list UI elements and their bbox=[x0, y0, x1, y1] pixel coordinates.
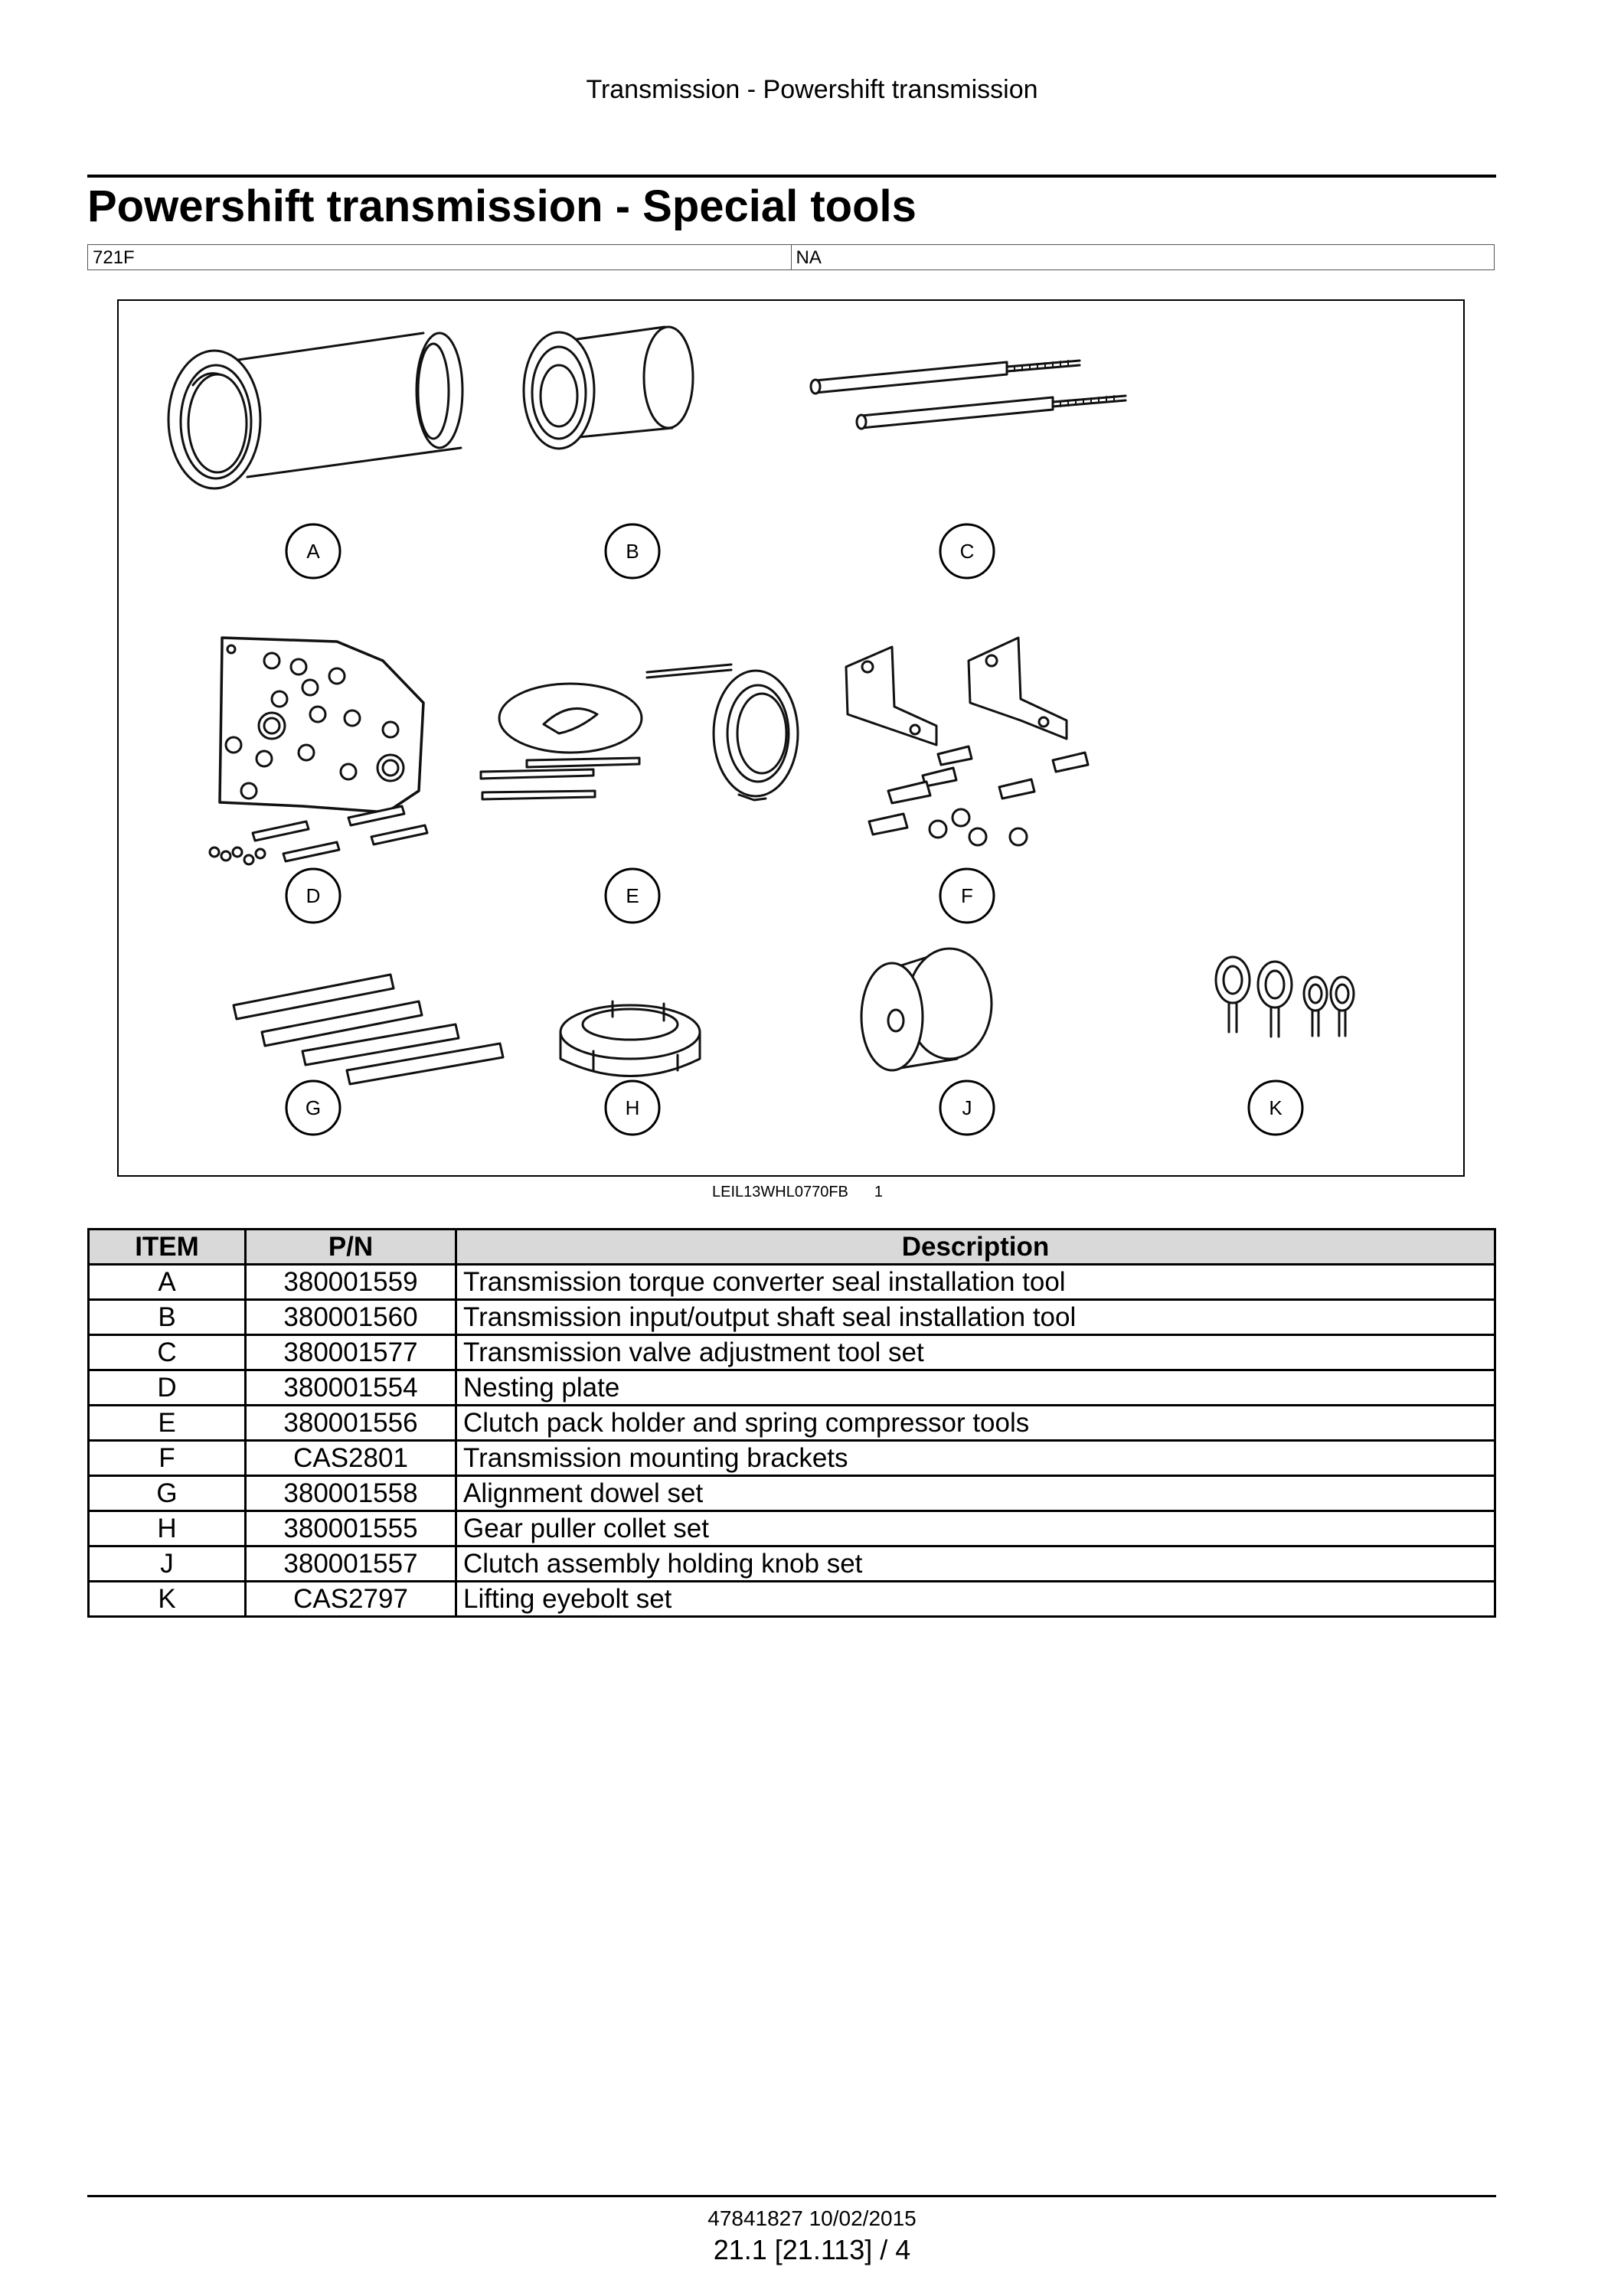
svg-text:C: C bbox=[959, 540, 975, 563]
item-cell: K bbox=[89, 1582, 246, 1617]
description-cell: Nesting plate bbox=[456, 1370, 1495, 1406]
table-row bbox=[89, 1265, 1495, 1300]
item-cell: D bbox=[89, 1370, 246, 1406]
svg-text:D: D bbox=[306, 884, 321, 907]
pn-cell: 380001558 bbox=[246, 1476, 456, 1511]
running-header: Transmission - Powershift transmission bbox=[586, 75, 1038, 104]
pn-cell: 380001557 bbox=[246, 1546, 456, 1582]
item-cell: G bbox=[89, 1476, 246, 1511]
item-cell: F bbox=[89, 1441, 246, 1476]
tool-e-illustration bbox=[481, 665, 798, 800]
svg-text:B: B bbox=[626, 540, 639, 563]
pn-cell: CAS2801 bbox=[246, 1441, 456, 1476]
tool-j-illustration bbox=[861, 949, 992, 1070]
page-title: Powershift transmission - Special tools bbox=[87, 181, 917, 231]
pn-cell: 380001577 bbox=[246, 1335, 456, 1370]
table-row bbox=[89, 1511, 1495, 1546]
table-row bbox=[89, 1476, 1495, 1511]
tool-f-illustration bbox=[846, 638, 1088, 845]
item-cell: H bbox=[89, 1511, 246, 1546]
svg-text:F: F bbox=[961, 884, 973, 907]
description-cell: Gear puller collet set bbox=[456, 1511, 1495, 1546]
item-cell: C bbox=[89, 1335, 246, 1370]
svg-text:E: E bbox=[626, 884, 639, 907]
tool-h-illustration bbox=[560, 1001, 700, 1076]
callout-a bbox=[286, 524, 340, 578]
special-tools-figure bbox=[117, 299, 1465, 1177]
column-header-description: Description bbox=[456, 1230, 1495, 1265]
column-header-item: ITEM bbox=[89, 1230, 246, 1265]
column-header-pn: P/N bbox=[246, 1230, 456, 1265]
tools-illustration bbox=[119, 301, 1463, 1175]
figure-caption bbox=[712, 1184, 883, 1201]
callout-f bbox=[940, 869, 994, 923]
footer-rule bbox=[87, 2195, 1496, 2197]
description-cell: Transmission torque converter seal installation tool bbox=[456, 1265, 1495, 1300]
callout-h bbox=[606, 1081, 659, 1135]
model-applicability-table bbox=[87, 244, 1495, 270]
tool-a-illustration bbox=[168, 333, 462, 488]
callout-g bbox=[286, 1081, 340, 1135]
description-cell: Clutch pack holder and spring compressor tools bbox=[456, 1406, 1495, 1441]
tool-g-illustration bbox=[234, 975, 503, 1084]
description-cell: Transmission input/output shaft seal installation tool bbox=[456, 1300, 1495, 1335]
callout-j bbox=[940, 1081, 994, 1135]
footer-page-reference: 21.1 [21.113] / 4 bbox=[713, 2234, 911, 2265]
pn-cell: 380001556 bbox=[246, 1406, 456, 1441]
tool-b-illustration bbox=[524, 327, 693, 449]
pn-cell: 380001560 bbox=[246, 1300, 456, 1335]
description-cell: Lifting eyebolt set bbox=[456, 1582, 1495, 1617]
table-row bbox=[89, 1370, 1495, 1406]
callout-k bbox=[1249, 1081, 1302, 1135]
tool-c-illustration bbox=[811, 361, 1126, 429]
pn-cell: 380001555 bbox=[246, 1511, 456, 1546]
callout-c bbox=[940, 524, 994, 578]
pn-cell: CAS2797 bbox=[246, 1582, 456, 1617]
description-cell: Transmission mounting brackets bbox=[456, 1441, 1495, 1476]
callout-b bbox=[606, 524, 659, 578]
table-row bbox=[89, 1335, 1495, 1370]
item-cell: E bbox=[89, 1406, 246, 1441]
figure-number: 1 bbox=[874, 1184, 884, 1200]
table-row bbox=[89, 1406, 1495, 1441]
table-header-row bbox=[89, 1230, 1495, 1265]
title-rule bbox=[87, 175, 1496, 178]
table-row bbox=[89, 1441, 1495, 1476]
svg-text:G: G bbox=[305, 1096, 322, 1119]
callout-e bbox=[606, 869, 659, 923]
model-cell: 721F bbox=[93, 247, 135, 268]
special-tools-table bbox=[87, 1228, 1496, 1618]
footer-doc-reference: 47841827 10/02/2015 bbox=[707, 2206, 917, 2230]
pn-cell: 380001554 bbox=[246, 1370, 456, 1406]
svg-text:J: J bbox=[962, 1096, 972, 1119]
pn-cell: 380001559 bbox=[246, 1265, 456, 1300]
tool-k-illustration bbox=[1216, 957, 1354, 1037]
item-cell: A bbox=[89, 1265, 246, 1300]
item-cell: J bbox=[89, 1546, 246, 1582]
table-row bbox=[89, 1582, 1495, 1617]
table-row bbox=[89, 1300, 1495, 1335]
svg-text:K: K bbox=[1269, 1096, 1283, 1119]
item-cell: B bbox=[89, 1300, 246, 1335]
description-cell: Alignment dowel set bbox=[456, 1476, 1495, 1511]
tool-d-illustration bbox=[210, 638, 427, 864]
svg-text:H: H bbox=[625, 1096, 640, 1119]
table-row bbox=[89, 1546, 1495, 1582]
description-cell: Clutch assembly holding knob set bbox=[456, 1546, 1495, 1582]
callout-d bbox=[286, 869, 340, 923]
description-cell: Transmission valve adjustment tool set bbox=[456, 1335, 1495, 1370]
region-cell: NA bbox=[791, 245, 1495, 269]
figure-code: LEIL13WHL0770FB bbox=[712, 1184, 848, 1200]
svg-text:A: A bbox=[306, 540, 320, 563]
